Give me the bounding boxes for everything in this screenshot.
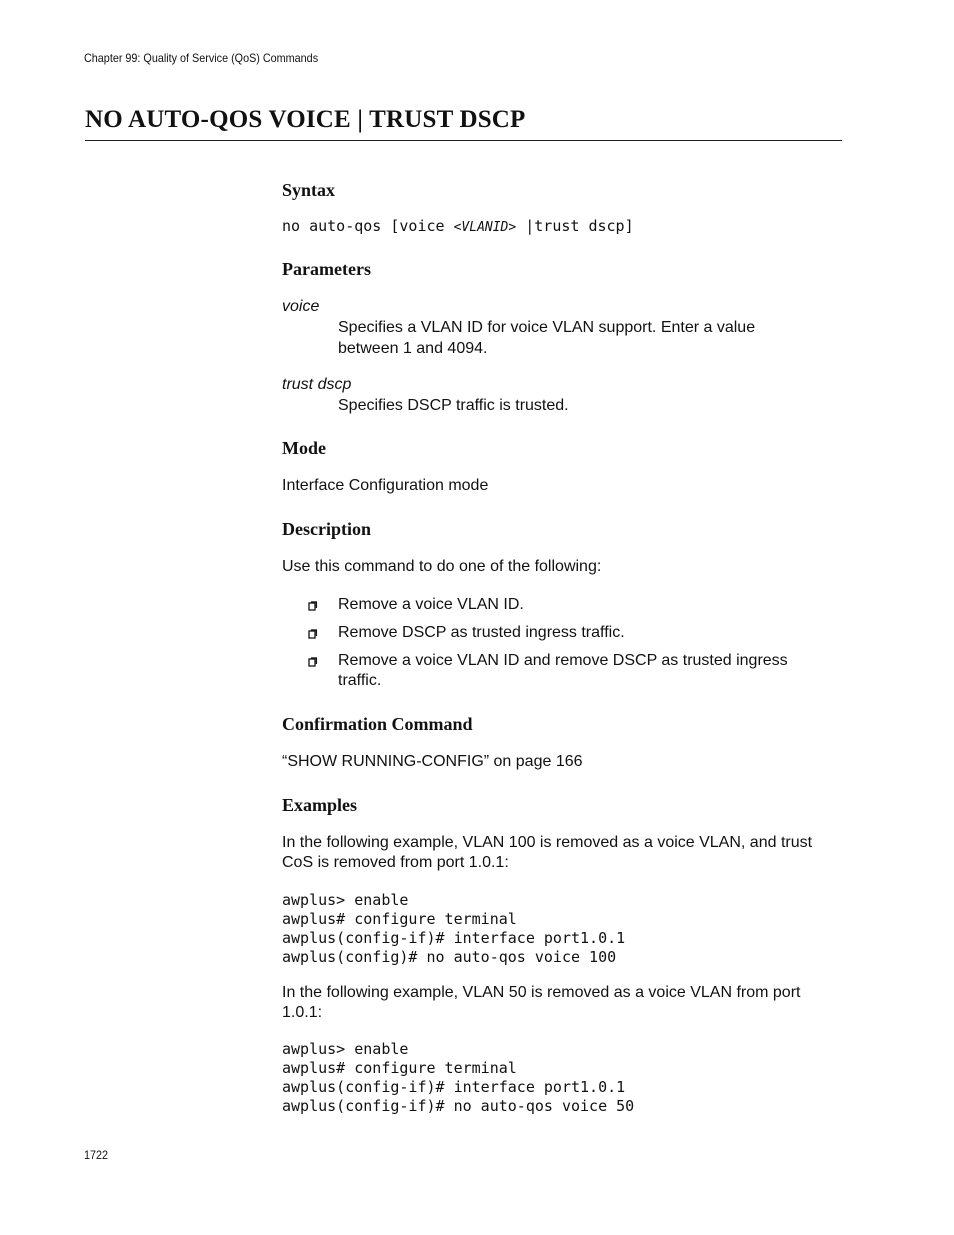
syntax-heading: Syntax	[282, 180, 336, 200]
example2-text: In the following example, VLAN 50 is removed as a voice VLAN from port 1.0.1:	[282, 984, 801, 1021]
syntax-part1: no auto-qos [voice	[282, 217, 454, 235]
description-intro: Use this command to do one of the following:	[282, 558, 602, 575]
param-desc-voice: Specifies a VLAN ID for voice VLAN support. Enter a value between 1 and 4094.	[338, 319, 756, 357]
bullet-item: Remove a voice VLAN ID and remove DSCP as trusted ingress traffic.	[338, 652, 788, 689]
page-number: 1722	[84, 1148, 109, 1162]
syntax-part2: |trust dscp]	[516, 217, 634, 235]
bullet-item: Remove a voice VLAN ID.	[338, 596, 524, 613]
checkbox-bullet-icon	[308, 657, 318, 667]
param-desc-trust-dscp: Specifies DSCP traffic is trusted.	[338, 397, 569, 414]
param-name-voice: voice	[282, 298, 320, 315]
example1-code: awplus> enable awplus# configure terminal awplus(config-if)# interface port1.0.1 awplus(config)# no auto-qos voice 100	[282, 891, 626, 966]
examples-heading: Examples	[282, 795, 358, 815]
page-title: NO AUTO-QOS VOICE | TRUST DSCP	[85, 106, 526, 133]
example2-code: awplus> enable awplus# configure terminal awplus(config-if)# interface port1.0.1 awplus(config-if)# no auto-qos voice 50	[282, 1040, 635, 1115]
example1-text: In the following example, VLAN 100 is removed as a voice VLAN, and trust CoS is removed from port 1.0.1:	[282, 834, 813, 871]
running-header: Chapter 99: Quality of Service (QoS) Commands	[84, 51, 319, 65]
description-heading: Description	[282, 519, 371, 539]
param-name-trust-dscp: trust dscp	[282, 376, 352, 393]
confirmation-heading: Confirmation Command	[282, 714, 473, 734]
title-rule	[85, 140, 842, 141]
mode-text: Interface Configuration mode	[282, 477, 489, 494]
confirmation-link[interactable]: “SHOW RUNNING-CONFIG” on page 166	[282, 753, 583, 770]
syntax-vlanid: <VLANID>	[453, 220, 517, 235]
mode-heading: Mode	[282, 438, 326, 458]
parameters-heading: Parameters	[282, 259, 371, 279]
checkbox-bullet-icon	[308, 629, 318, 639]
checkbox-bullet-icon	[308, 601, 318, 611]
syntax-line	[282, 217, 634, 237]
bullet-item: Remove DSCP as trusted ingress traffic.	[338, 624, 625, 641]
